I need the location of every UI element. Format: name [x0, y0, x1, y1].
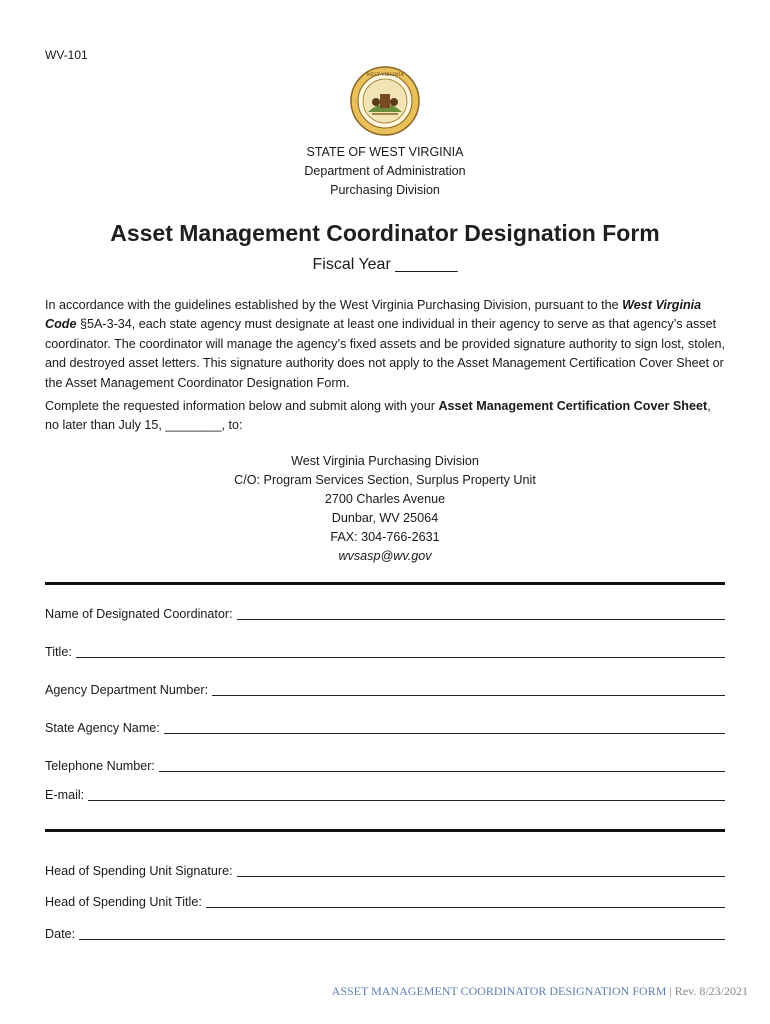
agency-division: Purchasing Division [330, 183, 440, 197]
address-line: C/O: Program Services Section, Surplus Property Unit [234, 473, 536, 487]
section-divider [45, 582, 725, 585]
form-id: WV-101 [45, 48, 88, 62]
coordinator-name-field[interactable] [45, 603, 725, 621]
address-email: wvsasp@wv.gov [338, 549, 432, 563]
fiscal-year: Fiscal Year _______ [312, 256, 458, 273]
coordinator-name-input[interactable] [237, 606, 725, 620]
svg-text:WEST VIRGINIA: WEST VIRGINIA [366, 73, 404, 78]
telephone-input[interactable] [159, 758, 725, 772]
state-agency-name-field[interactable] [45, 717, 725, 735]
field-label: Telephone Number: [45, 759, 155, 773]
head-signature-field[interactable] [45, 860, 725, 878]
email-input[interactable] [88, 787, 725, 801]
state-seal-icon [350, 66, 420, 136]
page-footer [332, 984, 748, 999]
address-line: Dunbar, WV 25064 [331, 511, 439, 525]
agency-department-number-field[interactable] [45, 679, 725, 697]
title-input[interactable] [76, 644, 725, 658]
section-divider [45, 829, 725, 832]
field-label: Title: [45, 645, 72, 659]
field-label: State Agency Name: [45, 721, 160, 735]
field-label: Head of Spending Unit Title: [45, 895, 202, 909]
head-title-field[interactable] [45, 891, 725, 909]
form-title: Asset Management Coordinator Designation Form [110, 220, 660, 246]
footer-separator: | [669, 984, 672, 998]
telephone-field[interactable] [45, 755, 725, 773]
instructions-paragraph: Complete the requested information below and submit along with your Asset Management Certification Cover Sheet, no later than July 15, ________, to: [45, 399, 711, 433]
agency-state: STATE OF WEST VIRGINIA [306, 145, 464, 159]
footer-revision: Rev. 8/23/2021 [674, 984, 748, 998]
mailing-address [0, 452, 770, 566]
field-label: Head of Spending Unit Signature: [45, 864, 233, 878]
field-label: Date: [45, 927, 76, 941]
field-label: E-mail: [45, 788, 85, 802]
date-field[interactable] [45, 923, 725, 941]
address-line: 2700 Charles Avenue [324, 492, 446, 506]
head-title-input[interactable] [206, 894, 725, 908]
field-label: Agency Department Number: [45, 683, 209, 697]
field-label: Name of Designated Coordinator: [45, 607, 233, 621]
state-agency-name-input[interactable] [164, 720, 725, 734]
footer-form-name: ASSET MANAGEMENT COORDINATOR DESIGNATION FORM [331, 984, 667, 998]
date-input[interactable] [79, 926, 725, 940]
guidelines-paragraph: In accordance with the guidelines established by the West Virginia Purchasing Division, pursuant to the West Virginia Code §5A-3-34, each state agency must designate at least one individual in their agency to serve as that agency’s asset coordinator. The coordinator will manage the agency’s fixed assets and be provided signature authority to sign lost, stolen, and destroyed asset letters. This signature authority does not apply to the Asset Management Certification Cover Sheet or the Asset Management Coordinator Designation Form. [45, 298, 726, 390]
address-line: West Virginia Purchasing Division [291, 454, 479, 468]
title-field[interactable] [45, 641, 725, 659]
address-fax: FAX: 304-766-2631 [330, 530, 440, 544]
head-signature-input[interactable] [237, 863, 725, 877]
email-field[interactable] [45, 784, 725, 802]
agency-department: Department of Administration [304, 164, 466, 178]
agency-department-number-input[interactable] [212, 682, 725, 696]
